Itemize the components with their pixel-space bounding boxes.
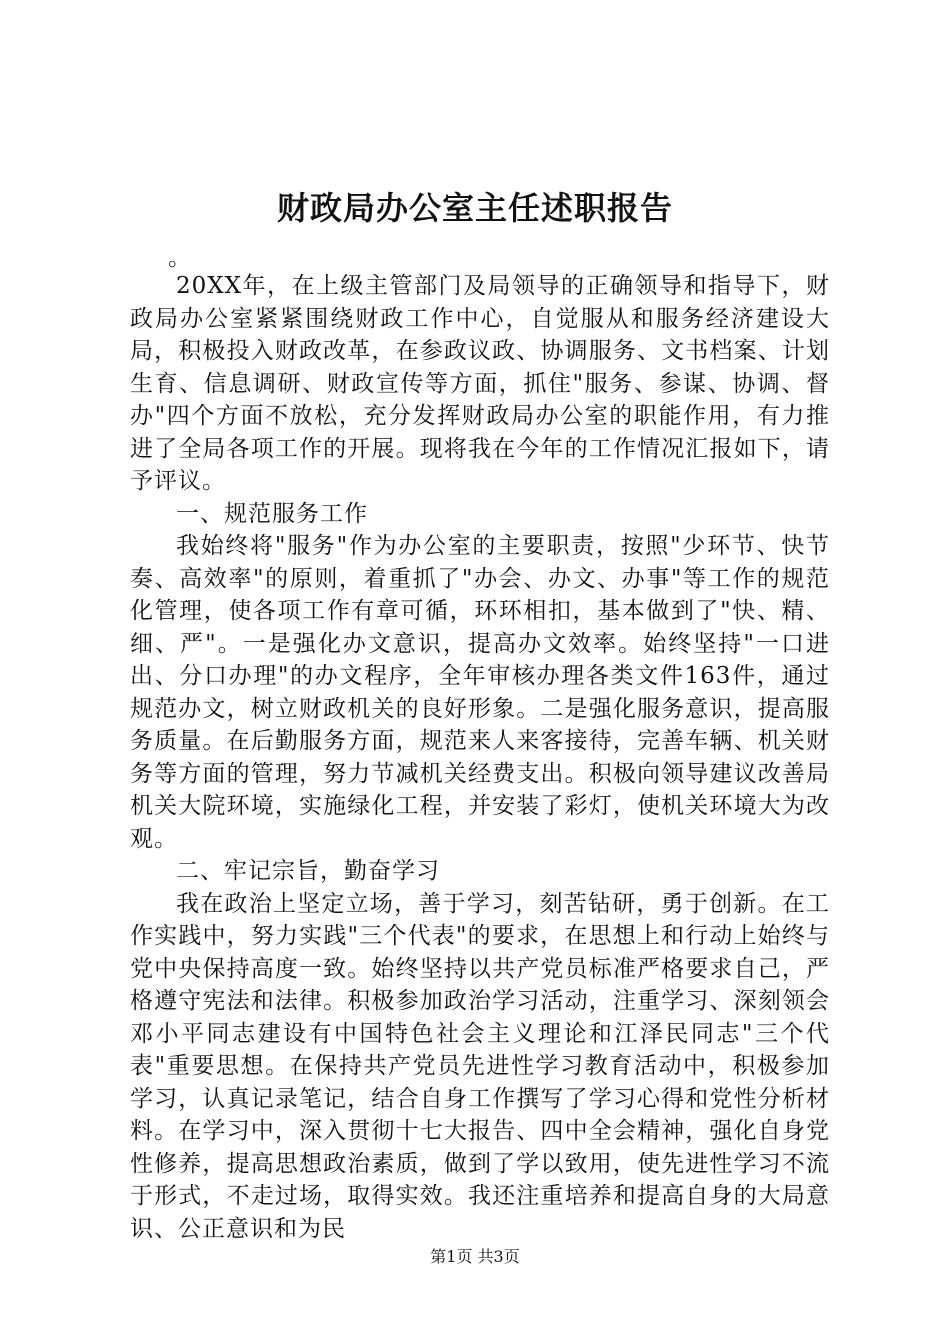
paragraph-intro: 20XX年，在上级主管部门及局领导的正确领导和指导下，财政局办公室紧紧围绕财政工作中心，自觉服从和服务经济建设大局，积极投入财政改革，在参政议政、协调服务、文书档案、计划生育、信息调研、财政宣传等方面，抓住"服务、参谋、协调、督办"四个方面不放松，充分发挥财政局办公室的职能作用，有力推进了全局各项工作的开展。现将我在今年的工作情况汇报如下，请予评议。 bbox=[130, 273, 830, 494]
document-body bbox=[130, 246, 830, 1245]
page-footer: 第1页 共3页 bbox=[430, 1247, 520, 1266]
document-title: 财政局办公室主任述职报告 bbox=[276, 189, 673, 227]
paragraph-section-2: 我在政治上坚定立场，善于学习，刻苦钻研，勇于创新。在工作实践中，努力实践"三个代表"的要求，在思想上和行动上始终与党中央保持高度一致。始终坚持以共产党员标准严格要求自己，严格遵守宪法和法律。积极参加政治学习活动，注重学习、深刻领会邓小平同志建设有中国特色社会主义理论和江泽民同志"三个代表"重要思想。在保持共产党员先进性学习教育活动中，积极参加学习，认真记录笔记，结合自身工作撰写了学习心得和党性分析材料。在学习中，深入贯彻十七大报告、四中全会精神，强化自身党性修养，提高思想政治素质，做到了学以致用，使先进性学习不流于形式，不走过场，取得实效。我还注重培养和提高自身的大局意识、公正意识和为民 bbox=[130, 890, 830, 1242]
opening-mark: 。 bbox=[168, 245, 192, 271]
section-heading-1: 一、规范服务工作 bbox=[176, 500, 368, 527]
paragraph-section-1: 我始终将"服务"作为办公室的主要职责，按照"少环节、快节奏、高效率"的原则，着重抓了"办会、办文、办事"等工作的规范化管理，使各项工作有章可循，环环相扣，基本做到了"快、精、细、严"。一是强化办文意识，提高办文效率。始终坚持"一口进出、分口办理"的办文程序，全年审核办理各类文件163件，通过规范办文，树立财政机关的良好形象。二是强化服务意识，提高服务质量。在后勤服务方面，规范来人来客接待，完善车辆、机关财务等方面的管理，努力节减机关经费支出。积极向领导建议改善局机关大院环境，实施绿化工程，并安装了彩灯，使机关环境大为改观。 bbox=[130, 533, 830, 852]
section-heading-2: 二、牢记宗旨，勤奋学习 bbox=[176, 858, 440, 884]
